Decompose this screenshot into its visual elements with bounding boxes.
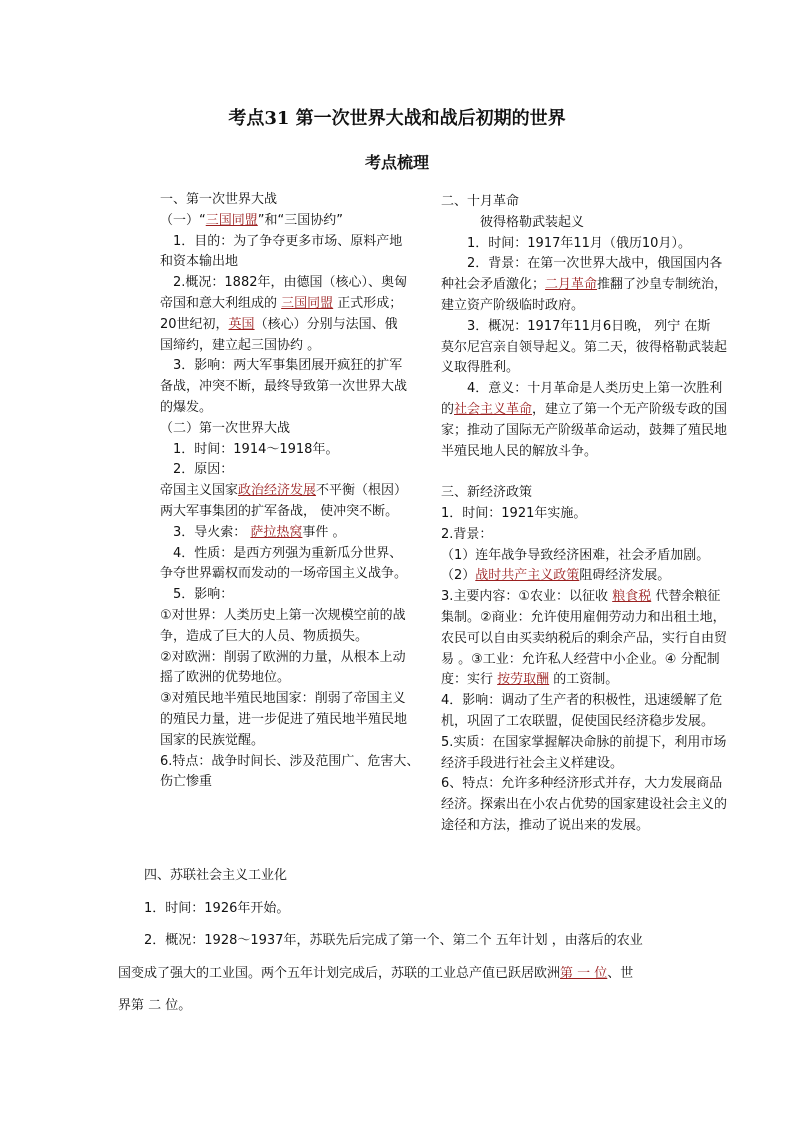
right-column-line: 易 。③工业：允许私人经营中小企业。④ 分配制: [441, 651, 720, 667]
right-column-line: 1．时间：1921年实施。: [441, 505, 587, 521]
left-column-line: （一）“三国同盟”和“三国协约”: [160, 212, 343, 228]
left-column-line: 帝国和意大利组成的 三国同盟 正式形成；: [160, 295, 403, 311]
left-column-line: 国缔约，建立起三国协约 。: [160, 337, 321, 353]
left-column-line: ③对殖民地半殖民地国家：削弱了帝国主义: [160, 691, 406, 707]
left-column-line: 和资本输出地: [160, 254, 239, 270]
right-column-line: 集制。②商业：允许使用雇佣劳动力和出租土地，: [441, 609, 726, 625]
left-column-line: 2.概况：1882年，由德国（核心）、奥匈: [160, 275, 407, 291]
right-column-line: 彼得格勒武装起义: [441, 214, 585, 230]
right-column-line: 半殖民地人民的解放斗争。: [441, 443, 598, 459]
right-column-line: 3．概况：1917年11月6日晚， 列宁 在斯: [441, 318, 711, 334]
right-column-line: [441, 462, 727, 483]
left-column-line: 4．性质：是西方列强为重新瓜分世界、: [160, 545, 403, 561]
left-column-line: 的爆发。: [160, 399, 213, 415]
left-column-line: 的殖民力量，进一步促进了殖民地半殖民地: [160, 711, 408, 727]
right-column-line: 建立资产阶级临时政府。: [441, 297, 585, 313]
left-column-line: （二）第一次世界大战: [160, 420, 291, 436]
highlight-term: 社会主义革命: [454, 401, 533, 417]
section-heading: 考点梳理: [364, 153, 429, 172]
right-column-line: 2.背景：: [441, 526, 493, 542]
left-column-line: 1．时间：1914～1918年。: [160, 441, 339, 457]
left-column-line: 3．导火索： 萨拉热窝事件 。: [160, 524, 346, 540]
highlight-term: 二月革命: [545, 277, 598, 293]
right-column-line: 经济手段进行社会主义样建设。: [441, 755, 624, 771]
right-column-line: 莫尔尼宫亲自领导起义。第二天，彼得格勒武装起: [441, 339, 728, 355]
right-column-line: 三、新经济政策: [441, 485, 533, 501]
right-column-line: 二、十月革命: [441, 194, 520, 209]
right-column-line: 3.主要内容：①农业：以征收 粮食税 代替余粮征: [441, 589, 721, 605]
bottom-section-line: 2．概况：1928～1937年，苏联先后完成了第一个、第二个 五年计划 ，由落后的农业: [118, 933, 643, 948]
right-column-line: 义取得胜利。: [441, 360, 520, 376]
left-column-line: 伤亡惨重: [160, 774, 213, 790]
right-column-line: 的社会主义革命，建立了第一个无产阶级专政的国: [441, 401, 728, 417]
right-column-line: 度：实行 按劳取酬 的工资制。: [441, 672, 619, 688]
left-column-line: 20世纪初，英国（核心）分别与法国、俄: [160, 316, 398, 332]
highlight-term: 英国: [228, 316, 255, 332]
highlight-term: 三国同盟: [281, 295, 334, 311]
left-column-line: ①对世界：人类历史上第一次规模空前的战: [160, 607, 406, 623]
page-title: 考点31 第一次世界大战和战后初期的世界: [228, 108, 566, 129]
right-column: [441, 192, 727, 837]
left-column-line: 帝国主义国家政治经济发展不平衡（根因）: [160, 483, 408, 499]
highlight-term: 粮食税: [612, 589, 652, 605]
highlight-term: 按劳取酬: [497, 672, 550, 688]
right-column-line: 农民可以自由买卖纳税后的剩余产品，实行自由贸: [441, 630, 728, 646]
left-column-line: 争，造成了巨大的人员、物质损失。: [160, 628, 369, 644]
right-column-line: 4．影响：调动了生产者的积极性，迅速缓解了危: [441, 693, 723, 709]
highlight-term: 战时共产主义政策: [475, 568, 580, 584]
right-column-line: （1）连年战争导致经济困难，社会矛盾加剧。: [441, 547, 710, 563]
left-column-line: 3．影响：两大军事集团展开疯狂的扩军: [160, 358, 403, 374]
left-column-line: 2．原因：: [160, 462, 234, 478]
left-column-line: 两大军事集团的扩军备战， 使冲突不断。: [160, 503, 399, 519]
right-column-line: 2．背景：在第一次世界大战中，俄国国内各: [441, 256, 723, 272]
bottom-section: [118, 860, 643, 1023]
right-column-line: 5.实质：在国家掌握解决命脉的前提下，利用市场: [441, 734, 727, 750]
left-column-line: 国家的民族觉醒。: [160, 732, 265, 748]
bottom-section-line: 四、苏联社会主义工业化: [118, 868, 288, 883]
highlight-term: 萨拉热窝: [250, 524, 303, 540]
right-column-line: 1．时间：1917年11月（俄历10月）。: [441, 235, 691, 251]
left-column-line: 争夺世界霸权而发动的一场帝国主义战争。: [160, 566, 408, 582]
right-column-line: 途径和方法，推动了说出来的发展。: [441, 817, 650, 833]
bottom-section-line: 界第 二 位。: [118, 998, 192, 1013]
left-column-line: 1．目的：为了争夺更多市场、原料产地: [160, 233, 403, 249]
right-column-line: 经济。探索出在小农占优势的国家建设社会主义的: [441, 797, 728, 813]
highlight-term: 三国同盟: [205, 212, 258, 228]
left-column-line: 备战，冲突不断，最终导致第一次世界大战: [160, 379, 408, 395]
right-column-line: 机，巩固了工农联盟，促使国民经济稳步发展。: [441, 713, 715, 729]
left-column-line: ②对欧洲：削弱了欧洲的力量，从根本上动: [160, 649, 406, 665]
highlight-term: 第 一 位: [560, 965, 608, 981]
right-column-line: 家；推动了国际无产阶级革命运动，鼓舞了殖民地: [441, 422, 728, 438]
right-column-line: 种社会矛盾激化；二月革命推翻了沙皇专制统治，: [441, 277, 728, 293]
left-column-line: 6.特点：战争时间长、涉及范围广、危害大、: [160, 753, 420, 769]
left-column-line: 摇了欧洲的优势地位。: [160, 670, 291, 686]
right-column-line: 6、特点：允许多种经济形式并存，大力发展商品: [441, 776, 723, 792]
right-column-line: 4．意义：十月革命是人类历史上第一次胜利: [441, 381, 723, 397]
left-column: [160, 190, 419, 793]
right-column-line: （2）战时共产主义政策阻碍经济发展。: [441, 568, 671, 584]
left-column-line: 5．影响：: [160, 587, 234, 603]
bottom-section-line: 国变成了强大的工业国。两个五年计划完成后，苏联的工业总产值已跃居欧洲第 一 位、世: [118, 965, 634, 981]
bottom-section-line: 1．时间：1926年开始。: [118, 900, 290, 916]
left-column-line: 一、第一次世界大战: [160, 192, 278, 207]
highlight-term: 政治经济发展: [238, 483, 317, 499]
